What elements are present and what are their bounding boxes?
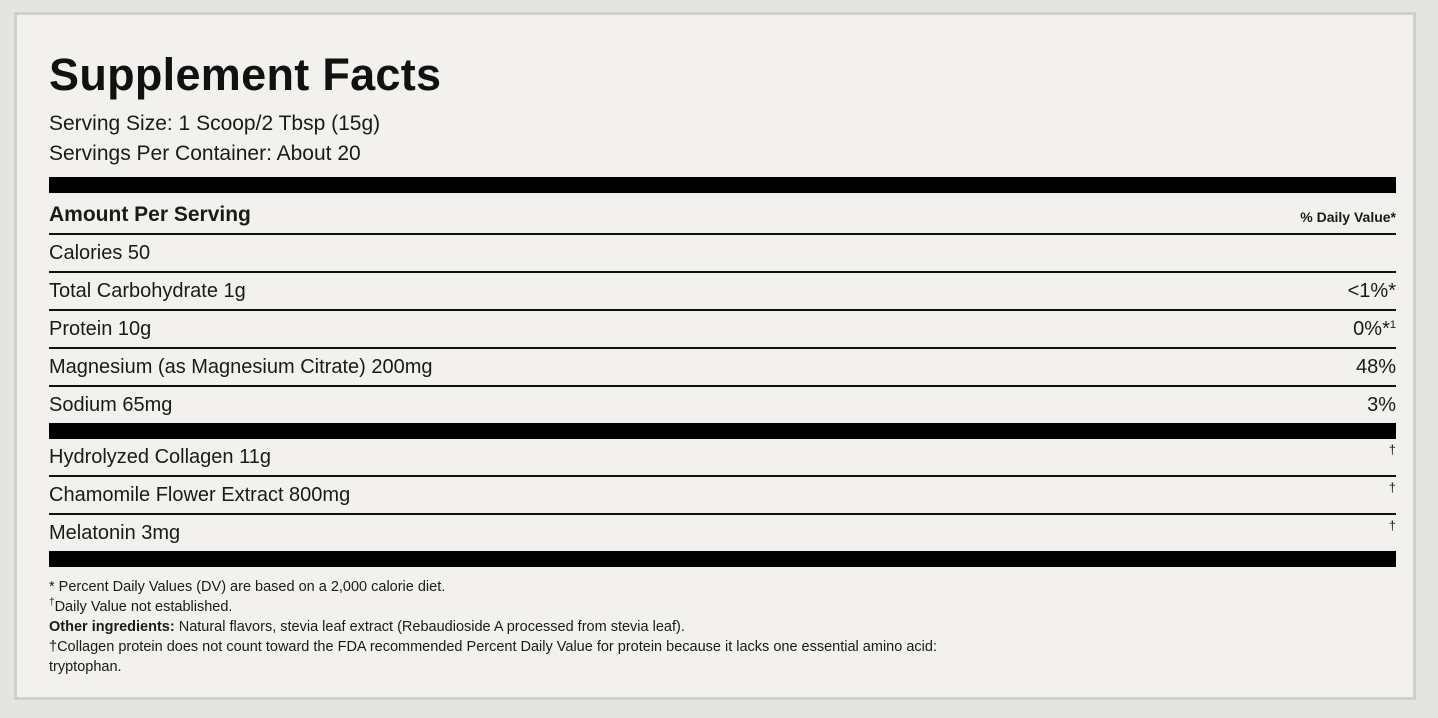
ingredient-row — [49, 477, 1396, 515]
footnote-dv-basis: * Percent Daily Values (DV) are based on a 2,000 calorie diet. — [49, 579, 446, 595]
servings-per-container: Servings Per Container: About 20 — [49, 142, 361, 165]
nutrient-row — [49, 235, 1396, 273]
nutrient-name: Sodium 65mg — [49, 394, 173, 416]
nutrient-name: Magnesium (as Magnesium Citrate) 200mg — [49, 356, 433, 378]
supplement-facts-content — [49, 45, 1396, 677]
thick-divider-bottom — [49, 551, 1396, 567]
nutrient-row — [49, 349, 1396, 387]
footnotes — [49, 577, 989, 677]
other-ingredients-label: Other ingredients: — [49, 619, 175, 635]
serving-size: Serving Size: 1 Scoop/2 Tbsp (15g) — [49, 112, 381, 135]
other-ingredients-text: Natural flavors, stevia leaf extract (Rebaudioside A processed from stevia leaf). — [174, 619, 685, 635]
nutrient-dv-footnote-mark: 1 — [1389, 319, 1396, 331]
ingredient-name: Chamomile Flower Extract 800mg — [49, 484, 351, 506]
nutrient-row — [49, 387, 1396, 423]
footnote-collagen-note: †Collagen protein does not count toward the FDA recommended Percent Daily Value for protein because it lacks one essential amino acid: tryptophan. — [49, 639, 937, 675]
ingredient-dv-mark: † — [1388, 518, 1396, 533]
ingredient-dv-mark: † — [1388, 480, 1396, 495]
nutrient-row — [49, 273, 1396, 311]
ingredient-dv-mark: † — [1388, 442, 1396, 457]
amount-header-row — [49, 193, 1396, 235]
nutrient-name: Calories 50 — [49, 242, 151, 264]
footnote-dv-not-established — [49, 597, 989, 617]
dagger-mark: † — [49, 597, 55, 609]
supplement-facts-panel — [14, 12, 1416, 700]
ingredient-name: Hydrolyzed Collagen 11g — [49, 446, 271, 468]
nutrient-row — [49, 311, 1396, 349]
nutrient-dv: 48% — [1355, 356, 1396, 378]
nutrient-name: Protein 10g — [49, 318, 152, 340]
ingredient-name: Melatonin 3mg — [49, 522, 181, 544]
amount-per-serving-label: Amount Per Serving — [49, 203, 251, 226]
dv-not-established-text: Daily Value not established. — [54, 599, 233, 615]
ingredient-row — [49, 515, 1396, 551]
nutrient-name: Total Carbohydrate 1g — [49, 280, 246, 302]
nutrient-dv: 3% — [1367, 394, 1396, 416]
label-title: Supplement Facts — [49, 49, 442, 100]
nutrient-dv-group — [1353, 311, 1396, 347]
nutrient-dv: <1%* — [1347, 280, 1396, 302]
serving-info — [49, 109, 1396, 169]
thick-divider-middle — [49, 423, 1396, 439]
thick-divider-top — [49, 177, 1396, 193]
nutrient-dv: 0%* — [1353, 318, 1390, 340]
footnote-other-ingredients — [49, 617, 989, 637]
daily-value-header: % Daily Value* — [1300, 209, 1396, 225]
ingredient-row — [49, 439, 1396, 477]
